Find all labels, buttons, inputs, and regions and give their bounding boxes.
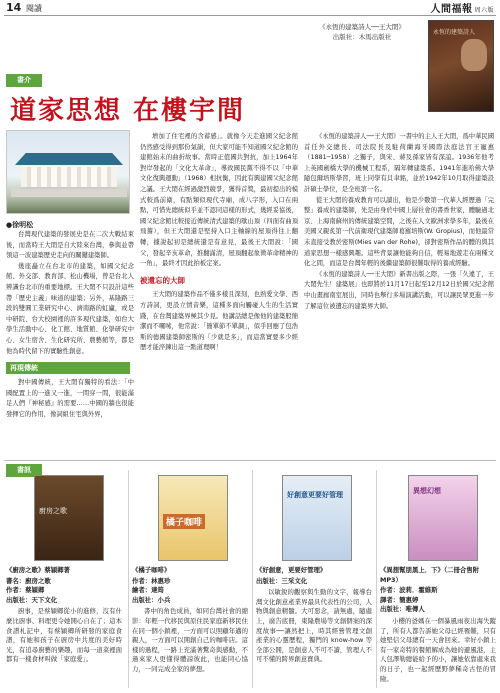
masthead	[430, 0, 494, 15]
article-paragraph: 王大閎的建築作品不僅多樣且深刻，也熟愛文學、西方詩詞，更設立情音樂，這種多面向觸碰人生的生活實踐，在台灣建築界極其少見。他講話總是像他的建築般簡潔而不囉嗦，他常說：「簡單節不單調」，似乎回應了包浩斯的德國建築師密斯的「少就是多」，而這當實要多少經歷才能淬鍊出這一點道理啊！	[140, 291, 298, 352]
review-meta: 出版社：唯傳人	[380, 605, 425, 614]
review-title: 《異想幫朋黑上．下》（二冊合售附 MP3）	[380, 566, 480, 584]
review-1	[6, 566, 122, 665]
article-paragraph: 台灣現代建築的發展史是在二次大戰結束後，而當時王大閎是自大陸來台灣，參與並帶領這一波建築歷史走向的關鍵建築師。	[6, 231, 134, 260]
review-meta: 繪者：達筠	[132, 586, 164, 595]
subhead-forgotten-master: 被遺忘的大師	[140, 275, 185, 285]
article-paragraph: 對中國傳統，王大閎有獨特的看法：「中國配置上的一進又一進，一間穿一間，很能滿足人們『神秘感』的需要……中國的牆也很能發揮它的作用，像詞組住宅與外界，	[6, 379, 134, 418]
review-text: 書中的角色成員，如同台灣社會的縮影：年輕一代移民與原住民家庭新移民住在同一個小鎮裡，一方面可以照顧年邁的親人，一方面可以開創自己的咖啡店。這樣的過程，一路上充滿著驚奇與感動，不過來家人更懂得體諒彼此，也能同心協力，一同完成全家的夢想。	[132, 607, 248, 673]
memorial-hall-photo	[6, 130, 130, 214]
review-meta: 作者：蔡穎卿	[6, 586, 45, 595]
reviews-divider	[4, 460, 496, 461]
review-text: 廚事，是蔡穎卿從小的進修，沒有什麼比廚事、料理更令她開心自在了；這本食譜札記中，有蔡穎卿所研發的家庭食譜，有她和孩子在廚房中共度的美好時光，有追尋廚藝的樂趣，而每一道菜裡面都有一樣食材叫做「家庭愛」。	[6, 607, 122, 664]
review-meta: 譯者：簡惠婷	[380, 595, 419, 604]
review-meta: 出版社：小兵	[132, 595, 171, 604]
book-cover-3	[282, 475, 352, 561]
review-text: 小櫻的爸媽在一個暴風雨夜出海失蹤了，所有人都告訴她父母已經罹難，只有她堅信父母總有一天會回來。幸好小鎮上有一家奇特的餐館解成為她的避風港，主人包澤勒總能給予的小，讓她依靠處來我的日子，也一起經歷野夢稀奇古怪的冒險。	[380, 616, 496, 683]
article-paragraph: 從王大閎的養成教育可以讀出，他是少數第一代華人經歷過「完整」養成的建築師，先是由身於中國上層社會的書香世家，體驗過北京、上海南蘇州的傳統建築空間，之後在人文歐洲求學多年，最後在美國又親炙第一代前衛現代建築師葛羅培斯(W. Gropius)，而他最常未直接受教於密斯(Mies van der Rohe)，卻對密斯作品的體的與其道家思想一樣感興趣。這些背景讓他能夠自信，輕易地遊走在兩種文化之間，而這是台灣年輕的後繼建築師很難取得的養成經驗。	[304, 196, 494, 268]
review-title: 《橘子咖啡》	[132, 566, 171, 574]
article-byline: ●徐明松	[6, 221, 34, 229]
page-header	[0, 0, 500, 16]
featured-book-cover-title: 永恆的建築詩人	[433, 29, 476, 36]
subhead-tradition: 再現傳統	[6, 362, 130, 374]
columns-shape	[27, 167, 111, 187]
review-3	[256, 566, 372, 665]
featured-book-publisher: 出版社：木馬出版社	[332, 33, 392, 41]
reviews-section-tag: 書訊	[6, 464, 42, 477]
masthead-title: 人間福報	[430, 4, 473, 15]
article-paragraph: 《永恆的建築詩人──王大閎》新書出版之際，一張「久違了，王大閎先生！建築展」也即將於11月17日起至12月12日於國父紀念館中山畫廊南室展出，同時也舉行多場演講活動，可以讓民眾更進一步了解這位被遺忘的建築界大師。	[304, 270, 494, 310]
section-tag: 書介	[6, 74, 42, 87]
book-cover-1	[34, 475, 104, 561]
article-headline: 道家思想 在樓宇間	[10, 96, 246, 126]
review-4	[380, 566, 496, 684]
article-column-3	[304, 132, 494, 312]
masthead-suffix: 周六版	[474, 7, 494, 14]
review-meta: 作者：林惠珍	[132, 576, 171, 585]
review-meta: 作者：波莉．霍維斯	[380, 586, 438, 595]
section-name: 閱讀	[26, 4, 42, 13]
book-cover-title: 廚房之歌	[39, 507, 67, 515]
review-text: 以敏銳的觀察與生動的文字，報導台灣文化創意產業界最具代表性的公司，人物與創意精髓。大可惡念，請無處，隨處上，廣告底冊，東隆農場等文創個案的深度故事──讓然把上，時其經營管理文創產業的心靈歷程，獨門的 know-how 等全部公開，是創意人不可不讀，管理人不可不懂的跨界創意寶典。	[256, 588, 372, 664]
page-number: 14	[6, 1, 22, 14]
article-column-2	[140, 132, 298, 354]
review-meta: 出版社：天下文化	[6, 595, 58, 604]
review-title: 《廚房之歌》蔡穎卿著	[6, 566, 70, 574]
portrait-image	[461, 39, 487, 71]
header-divider	[4, 15, 496, 16]
review-2	[132, 566, 248, 675]
featured-book-caption	[302, 22, 422, 42]
article-paragraph: 增加了住宅裡的含蓄感」。就像今天走進國父紀念館仍然感受得到那份氣韻，但大家可能不知道國父紀念館的建館始末的曲折故事。當時正值國共對抗，加上1964年對岸發起的「文化大革命」，導致國民黨不得不以「中華文化復興運動」（1968）相抗衡，因此有興建國父紀念館之議。王大閎在經過激烈競爭，獲得首獎，最初提出的模式較爲前衛，有點類似現代寺廟，成八字形，入口在兩點，可惜先總統似乎並不認同這樣的形式，幾經妥協後，國父紀念館比較接近傳統清式建築的歇山頂（四面有曲頂飛簷），但王大閎還是堅持入口主軸線的屋頂得往上翻轉，據說起初是總統還是有意見，最後王大閎說：「國父，發起辛亥革命，推翻滿清，屋頂翻起象徵革命精神的一角」，最終才因此拍板定案。	[140, 133, 298, 268]
book-cover-title: 好創意更要好管理	[287, 491, 343, 499]
featured-book-title: 《永恆的建築詩人──王大閎》	[319, 23, 405, 31]
article-paragraph: 幾座矗立在台北市的建築，如國父紀念館、外交部、教育部、松山機場，曾是台北人辨識台北市的重要地標。王大閎不只設計這些帶「歷史主義」味道的建築；另外，基隆路三段的雙圓工業研究中心、濟南路的虹廬，或是中研院、台大校園裡的許多現代建築，如台大學生活動中心、化工館、地質館、化學研究中心、女生宿舍、生化研究所、農藝館等，都是他為時代留下的實驗性創意。	[6, 262, 134, 355]
roof-shape	[15, 153, 123, 165]
book-cover-title: 異想幻想	[413, 487, 441, 495]
featured-book-cover	[428, 20, 494, 112]
book-cover-2	[158, 475, 228, 561]
article-paragraph: 《永恆的建築詩人──王大閎》一書中的主人王大閎，爲中華民國首任外交總長、司法院長及駐荷蘭海牙國際法庭法官王寵惠（1881─1958）之獨子，與宋、蔣及孫家皆有深誼。1936年他考上英國劍橋大學的機械工程系，隔年轉建築系。1941年進哈佛大學隨包爾培斯學習，班上同學有貝聿銘，並於1942年10月取得建築設計碩士學位，是全班第一名。	[304, 133, 494, 193]
column-divider	[128, 470, 129, 688]
review-meta: 出版社：三采文化	[256, 576, 308, 585]
book-cover-title: 橘子咖啡	[163, 514, 205, 529]
review-title: 《好創意，更要好管理》	[256, 566, 327, 574]
column-divider	[252, 470, 253, 688]
book-cover-4	[408, 475, 478, 561]
column-divider	[376, 470, 377, 688]
steps-shape	[11, 189, 127, 197]
article-column-1	[6, 230, 134, 421]
review-meta: 書名：廚房之歌	[6, 576, 51, 585]
